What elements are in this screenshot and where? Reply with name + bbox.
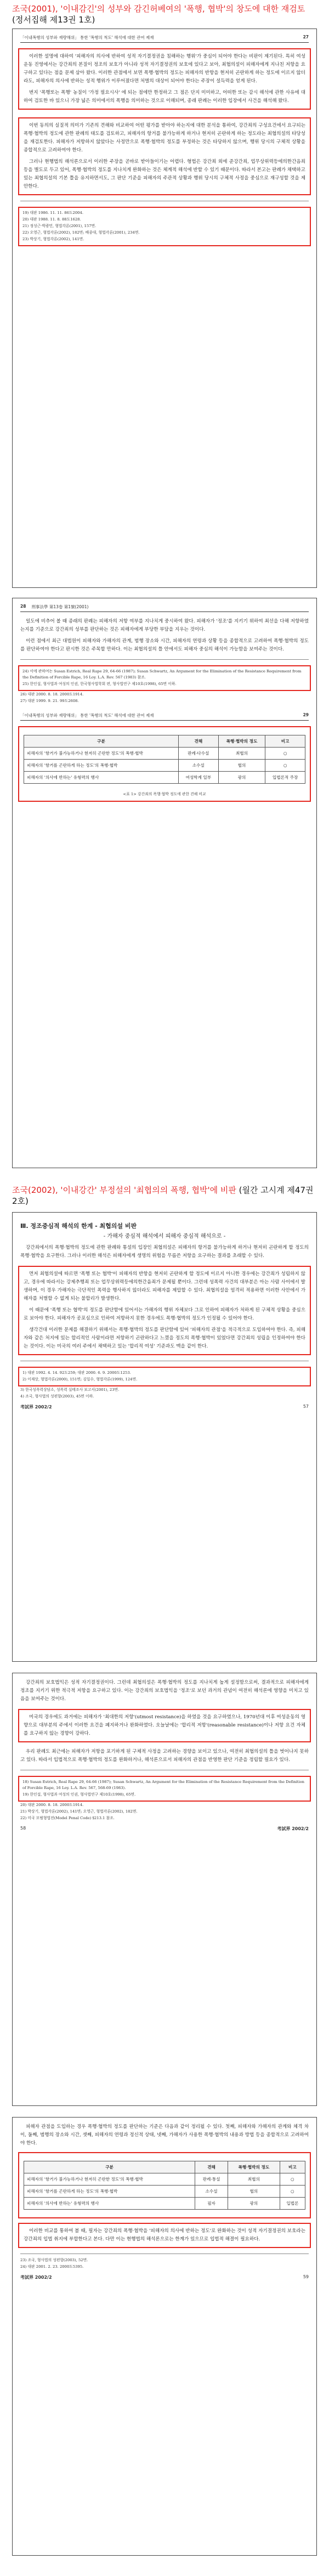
footnotes	[20, 2254, 309, 2270]
body-text	[20, 618, 309, 654]
document-page-1b	[12, 598, 317, 1168]
body-text	[20, 48, 309, 195]
document-page-2b	[12, 1673, 317, 2106]
footnote: 25) 한인섭, 형사법과 여성의 인권, 한국형사법학회 편, 형사법연구 제10호(1998), 65면 이하.	[22, 682, 177, 686]
table-cell: ○	[265, 748, 305, 760]
table-cell: 광의	[228, 2198, 280, 2210]
footnote: 4) 조국, 형사법의 성편향(2003), 45면 이하.	[20, 1394, 94, 1399]
section2-title	[12, 1185, 317, 1207]
running-head-title: 「이내폭행의 성부와 재량해위」 통한 '폭행의 척도' 해석에 대한 관여 제재	[20, 35, 154, 40]
page-footer	[20, 1404, 309, 1410]
paragraph: 먼저 최협의설에 따르면 '폭행 또는 협박'이 피해자의 반항을 현저히 곤란하게 할 정도에 이르지 아니한 경우에는 강간죄가 성립하지 않고, 경우에 따라서는 강제추행죄 또는 업무상위력등에의한간음죄가 문제될 뿐이다. 그런데 성폭력 사건의 대부분은 아는 사람 사이에서 발생하며, 이 경우 가해자는 극단적인 폭력을 행사하지 않더라도 피해자를 제압할 수 있다. 최협의설을 엄격히 적용하면 이러한 사안에서 가해자를 처벌할 수 없게 되는 불합리가 발생한다.	[24, 1271, 305, 1301]
paragraph: 강간죄에서의 폭행·협박의 정도에 관한 판례와 통설의 입장인 최협의설은 피해자의 항거를 불가능하게 하거나 현저히 곤란하게 할 정도의 폭행·협박을 요구한다. 그러나 이러한 해석은 피해자에게 생명의 위험을 무릅쓴 저항을 요구하는 결과를 초래할 수 있다.	[20, 1245, 309, 1259]
table-cell: 광의	[218, 772, 265, 784]
paragraph: 강간죄의 보호법익은 성적 자기결정권이다. 그런데 최협의설은 폭행·협박의 정도를 지나치게 높게 설정함으로써, 결과적으로 피해자에게 정조를 지키기 위한 적극적 저항을 요구하고 있다. 이는 강간죄의 보호법익을 '정조'로 보던 과거의 관념이 여전히 해석론에 영향을 미치고 있음을 보여주는 것이다.	[20, 1680, 309, 1702]
journal-name: 刑事法學 第13卷 第1號(2001)	[31, 604, 89, 609]
column-header: 비고	[280, 2161, 305, 2173]
footnote: 20) 대판 2000. 8. 18. 2000도1914.	[20, 1803, 84, 1807]
running-head	[20, 604, 309, 612]
table-row	[24, 2198, 305, 2210]
document-page-2a	[12, 1212, 317, 1662]
table-cell: 최협의	[218, 748, 265, 760]
table-cell: 입법론	[280, 2198, 305, 2210]
column-header: 견해	[195, 2161, 228, 2173]
footnote: 26) 대판 2000. 8. 18. 2000도1914.	[20, 692, 84, 697]
table-cell: ○	[280, 2173, 305, 2186]
highlight-box	[18, 2152, 311, 2218]
comparison-table	[24, 735, 305, 784]
running-head	[20, 35, 309, 43]
table-row	[24, 760, 305, 772]
section1-title-blue: (정서집해 제13권 1호)	[12, 15, 95, 25]
footnote: 21) 정성근·박광민, 형법각론(2001), 157면.	[22, 224, 97, 228]
footnote: 23) 조국, 형사법의 성편향(2003), 52면.	[20, 2258, 88, 2262]
footnote: 22) 오영근, 형법각론(2002), 182면; 배종대, 형법각론(2001), 234면.	[22, 230, 140, 235]
journal-name: 考試界 2002/2	[20, 1405, 52, 1409]
table-cell: 소수설	[178, 760, 218, 772]
paragraph: 피해자 관점을 도입하는 경우 폭행·협박의 정도를 판단하는 기준은 다음과 같이 정리될 수 있다. 첫째, 피해자와 가해자의 관계와 체격 차이, 둘째, 범행의 장소와 시간, 셋째, 피해자의 연령과 정신적 상태, 넷째, 가해자가 사용한 폭행·협박의 내용과 방법 등을 종합적으로 고려하여야 한다.	[20, 2124, 309, 2146]
paragraph: 우리 판례도 최근에는 피해자가 저항을 포기하게 된 구체적 사정을 고려하는 경향을 보이고 있으나, 여전히 최협의설의 틀을 벗어나지 못하고 있다. 따라서 입법적으로 폭행·협박의 정도를 완화하거나, 해석론으로서 피해자의 관점을 반영한 판단 기준을 정립할 필요가 있다.	[20, 1749, 309, 1763]
table-cell: 필자	[195, 2198, 228, 2210]
paragraph: 일도에 비추어 볼 때 종래의 판례는 피해자의 저항 여부를 지나치게 중시하여 왔다. 피해자가 '정조'를 지키기 위하여 최선을 다해 저항하였는지를 기준으로 강간죄의 성부를 판단하는 것은 피해자에게 부당한 부담을 지우는 것이다.	[20, 619, 309, 632]
footnote: 22) 미국 모범형법전(Model Penal Code) §213.1 참조.	[20, 1816, 115, 1820]
footnotes	[20, 1361, 309, 1400]
column-header: 비고	[265, 735, 305, 748]
highlight-box	[18, 1367, 311, 1386]
paragraph: 생각건대 이러한 문제를 해결하기 위해서는 폭행·협박의 정도를 판단함에 있어 '피해자의 관점'을 적극적으로 도입하여야 한다. 즉, 피해자와 같은 처지에 있는 합리적인 사람이라면 저항하기 곤란하다고 느꼈을 정도의 폭행·협박이 있었다면 강간죄의 성립을 인정하여야 한다는 것이다. 이는 미국의 여러 주에서 채택하고 있는 '합리적 여성' 기준과도 맥을 같이 한다.	[24, 1327, 305, 1349]
section1-title	[12, 3, 317, 25]
highlight-box	[18, 665, 311, 691]
table-cell: 피해자의 '항거가 불가능하거나 현저히 곤란한 정도'의 폭행·협박	[24, 748, 179, 760]
column-header: 폭행·협박의 정도	[218, 735, 265, 748]
column-header: 구분	[24, 735, 179, 748]
footnote: 18) Susan Estrich, Real Rape 29, 64-66 (1987); Susan Schwartz, An Argument for the Elimination of the Resistance Requirement from the Definition of Forcible Rape, 16 Loy. L.A. Rev. 567, 568-69 (1983).	[22, 1780, 305, 1790]
chapter-heading: Ⅲ. 정조중심적 해석의 한계 - 최협의설 비판	[20, 1222, 137, 1230]
table-cell: 피해자의 '의사에 반하는' 유형력의 행사	[24, 2198, 195, 2210]
column-header: 폭행·협박의 정도	[228, 2161, 280, 2173]
table-cell: 피해자의 '항거를 곤란하게 하는 정도'의 폭행·협박	[24, 760, 179, 772]
section2-title-blue: (월간 고시계 제47권 2호)	[12, 1185, 314, 1206]
column-header: 구분	[24, 2161, 195, 2173]
page-footer	[20, 1826, 309, 1832]
page-number: 58	[20, 1826, 26, 1831]
table-cell: 여성학계 일부	[178, 772, 218, 784]
footnotes	[20, 1770, 309, 1821]
page-number: 27	[303, 35, 309, 39]
footnote: 3) 한국성폭력상담소, 성폭력 실태조사 보고서(2001), 23면.	[20, 1388, 120, 1392]
highlight-box	[18, 117, 311, 195]
table-cell: ○	[265, 760, 305, 772]
table-header-row	[24, 735, 305, 748]
page-number: 59	[303, 2274, 309, 2279]
footnotes	[20, 201, 309, 246]
table-row	[24, 2173, 305, 2186]
page-footer	[20, 2274, 309, 2280]
footnote: 21) 박상기, 형법각론(2002), 141면; 오영근, 형법각론(2002), 182면.	[20, 1809, 138, 1814]
table-cell: 최협의	[228, 2173, 280, 2186]
page-number: 28	[20, 604, 26, 609]
table-cell: 피해자의 '항거가 불가능하거나 현저히 곤란한 정도'의 폭행·협박	[24, 2173, 195, 2186]
column-header: 견해	[178, 735, 218, 748]
footnote: 2) 이재상, 형법각론(2000), 151면; 김일수, 형법각론(1999), 124면.	[22, 1377, 138, 1382]
table-cell: 소수설	[195, 2186, 228, 2198]
footnote: 24) 대판 2001. 2. 23. 2000도5395.	[20, 2264, 84, 2269]
table-cell: 입법론적 주장	[265, 772, 305, 784]
table-cell: 피해자의 '항거를 곤란하게 하는 정도'의 폭행·협박	[24, 2186, 195, 2198]
highlight-box	[18, 1266, 311, 1355]
document-page-2c	[12, 2117, 317, 2556]
page-number: 29	[303, 712, 309, 717]
table-cell: 협의	[218, 760, 265, 772]
body-text	[20, 1679, 309, 1764]
footnote: 20) 대판 1988. 11. 8. 88도1628.	[22, 217, 81, 222]
table-row	[24, 772, 305, 784]
paragraph: 그러나 현행법의 해석론으로서 이러한 주장을 곧바로 받아들이기는 어렵다. 형법은 강간죄 외에 준강간죄, 업무상위력등에의한간음죄 등을 별도로 두고 있어, 폭행·협박의 정도를 지나치게 완화하는 것은 체계적 해석에 반할 수 있기 때문이다. 따라서 본고는 판례가 채택하고 있는 최협의설의 기본 틀을 유지하면서도, 그 판단 기준을 피해자의 주관적 상황과 행위 당시의 구체적 사정을 중심으로 재구성할 것을 제안한다.	[24, 159, 305, 189]
table-row	[24, 2186, 305, 2198]
highlight-box	[18, 1776, 311, 1802]
highlight-box	[18, 207, 311, 246]
highlight-box	[18, 2223, 311, 2248]
table-header-row	[24, 2161, 305, 2173]
journal-name: 考試界 2002/2	[277, 1826, 309, 1831]
footnote: 24) 이에 관하여는 Susan Estrich, Real Rape 29, 64-66 (1987); Susan Schwartz, An Argument for the Elimination of the Resistance Requirement from the Definition of Forcible Rape, 16 Loy. L.A. Rev. 567 (1983) 참조.	[22, 669, 302, 680]
paragraph: 번지 '폭행또는 폭행' 농질이 '가정 필요시사' 에 되는 점에만 한정하고 그 점은 단지 미미하고, 어떠한 또는 감시 해석에 관한 사유에 대하여 검토한 바 있으니 가장 넓은 의미에서의 폭행을 의미하는 것으로 이해되며, 종래 판례는 이러한 입장에서 사건을 해석해 왔다.	[24, 90, 305, 104]
table-row	[24, 748, 305, 760]
table-caption: <표 1> 강간죄의 폭행·협박 정도에 관한 견해 비교	[123, 792, 206, 796]
chapter-subheading: - 가해자 중심적 해석에서 피해자 중심적 해석으로 -	[103, 1233, 226, 1239]
document-page-1a	[12, 29, 317, 588]
table-cell: 판례·다수설	[178, 748, 218, 760]
comparison-table	[24, 2161, 305, 2210]
footnote: 19) 대판 1986. 11. 11. 86도2004.	[22, 211, 83, 215]
paragraph: 이러한 설명에 대하여 '피해자의 의사에 반하여 성적 자기결정권을 침해하는 행위'가 중심이 되어야 한다는 비판이 제기된다. 특히 여성운동 진영에서는 강간죄의 본질이 정조의 보호가 아니라 성적 자기결정권의 보호에 있다고 보아, 최협의설이 피해자에게 지나친 저항을 요구하고 있다는 점을 문제 삼아 왔다. 이러한 관점에서 보면 폭행·협박의 정도는 피해자의 반항을 현저히 곤란하게 하는 정도에 이르지 않더라도, 피해자의 의사에 반하는 성적 행위가 이루어졌다면 처벌의 대상이 되어야 한다는 주장이 설득력을 얻게 된다.	[24, 54, 305, 84]
body-text	[20, 1244, 309, 1355]
highlight-box	[18, 726, 311, 802]
running-head	[20, 712, 309, 721]
highlight-box	[18, 48, 311, 110]
footnote: 23) 박상기, 형법각론(2002), 141면.	[22, 237, 84, 241]
table-cell: 협의	[228, 2186, 280, 2198]
paragraph: 이번 동의의 실질적 의미가 기존의 견해와 비교하여 어떤 평가를 받아야 하는지에 대한 분석을 통하여, 강간죄의 구성요건에서 요구되는 폭행·협박의 정도에 관한 판례의 태도를 검토하고, 피해자의 항거를 불가능하게 하거나 현저히 곤란하게 하는 정도라는 최협의설의 타당성을 재검토한다. 피해자가 저항하지 않았다는 사정만으로 폭행·협박의 정도를 부정하는 것은 타당하지 않으며, 행위 당시의 구체적 상황을 종합적으로 고려하여야 한다.	[24, 123, 305, 153]
paragraph: 이런 점에서 최근 대법원이 피해자와 가해자의 관계, 범행 장소와 시간, 피해자의 연령과 상황 등을 종합적으로 고려하여 폭행·협박의 정도를 판단하여야 한다고 판시한 것은 주목할 만하다. 이는 최협의설의 틀 안에서도 피해자 중심의 해석이 가능함을 보여주는 것이다.	[20, 638, 309, 652]
section1-title-red: 조국(2001), '이내감긴'의 성부와 감긴허베여의 '폭행, 협박'의 창도에 대한 재검토	[12, 4, 305, 14]
footnote: 27) 대판 1999. 9. 21. 99도2608.	[20, 699, 79, 703]
body-text	[20, 2223, 309, 2248]
table-cell: 피해자의 '의사에 반하는' 유형력의 행사	[24, 772, 179, 784]
page-number: 57	[303, 1404, 309, 1409]
footnote: 1) 대판 1992. 4. 14. 92도259; 대판 2000. 6. 9. 2000도1253.	[22, 1371, 131, 1375]
highlight-box	[18, 1709, 311, 1742]
table-cell: 판례·통설	[195, 2173, 228, 2186]
running-head-title: 「이내폭행의 성부와 재량해위」 통한 '폭행의 척도' 해석에 대한 관여 제재	[20, 713, 154, 718]
table-cell: ○	[280, 2186, 305, 2198]
paragraph: 이 때문에 '폭행 또는 협박'의 정도를 판단함에 있어서는 가해자의 행위 자체보다 그로 인하여 피해자가 처하게 된 구체적 상황을 중심으로 보아야 한다. 피해자가 공포심으로 인하여 저항하지 못한 경우에도 폭행·협박의 정도가 인정될 수 있어야 한다.	[24, 1307, 305, 1321]
section2-title-red: 조국(2002), '이내강간' 부정설의 '최협의의 폭행, 협박'에 비판	[12, 1185, 236, 1195]
footnote: 19) 한인섭, 형사법과 여성의 인권, 형사법연구 제10호(1998), 65면.	[22, 1792, 136, 1797]
journal-name: 考試界 2002/2	[20, 2275, 52, 2280]
paragraph: 미국의 경우에도 과거에는 피해자가 '최대한의 저항'(utmost resistance)을 하였을 것을 요구하였으나, 1970년대 이후 여성운동의 영향으로 대부분의 주에서 이러한 요건을 폐지하거나 완화하였다. 오늘날에는 '합리적 저항'(reasonable resistance)이나 저항 요건 자체를 요구하지 않는 경향이 강하다.	[24, 1714, 305, 1736]
paragraph: 이러한 비교를 통하여 볼 때, 필자는 강간죄의 폭행·협박을 '피해자의 의사에 반하는 정도'로 완화하는 것이 성적 자기결정권의 보호라는 강간죄의 입법 취지에 부합한다고 본다. 다만 이는 현행법의 해석론으로는 한계가 있으므로 입법적 해결이 필요하다.	[24, 2228, 305, 2242]
body-text	[20, 2123, 309, 2148]
footnotes	[20, 659, 309, 704]
